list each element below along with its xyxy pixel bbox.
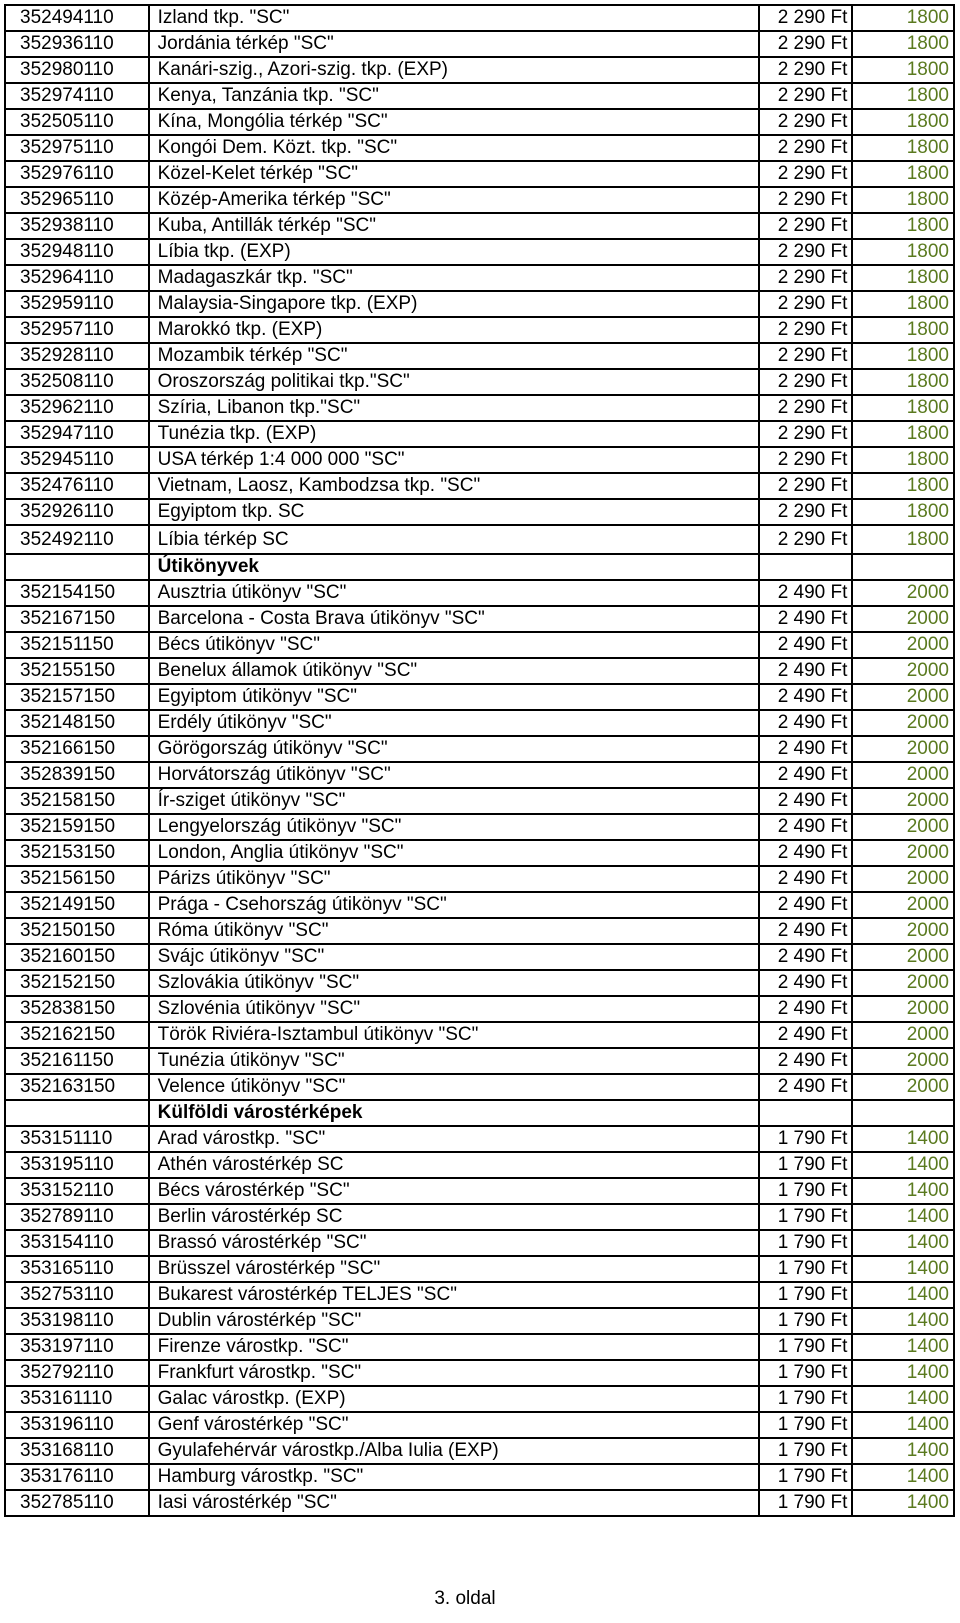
product-code-cell: 353196110 — [5, 1412, 149, 1438]
table-row — [5, 83, 954, 109]
price-cell: 2 490 Ft — [759, 892, 852, 918]
product-name-cell: Brassó várostérkép "SC" — [149, 1230, 759, 1256]
table-row — [5, 421, 954, 447]
product-code-cell: 353161110 — [5, 1386, 149, 1412]
heading-price-cell — [759, 1100, 852, 1126]
value-cell: 1400 — [852, 1308, 954, 1334]
product-code-cell: 352980110 — [5, 57, 149, 83]
product-name-cell: Bécs útikönyv "SC" — [149, 632, 759, 658]
table-row — [5, 213, 954, 239]
section-heading: Útikönyvek — [149, 554, 759, 580]
table-row — [5, 239, 954, 265]
value-cell: 1800 — [852, 161, 954, 187]
table-row — [5, 1230, 954, 1256]
product-code-cell: 352166150 — [5, 736, 149, 762]
product-name-cell: USA térkép 1:4 000 000 "SC" — [149, 447, 759, 473]
value-cell: 1400 — [852, 1360, 954, 1386]
product-code-cell: 352157150 — [5, 684, 149, 710]
table-row — [5, 5, 954, 31]
product-name-cell: Frankfurt várostkp. "SC" — [149, 1360, 759, 1386]
product-code-cell: 352154150 — [5, 580, 149, 606]
product-code-cell: 352508110 — [5, 369, 149, 395]
price-cell: 2 490 Ft — [759, 1048, 852, 1074]
product-name-cell: Prága - Csehország útikönyv "SC" — [149, 892, 759, 918]
product-name-cell: London, Anglia útikönyv "SC" — [149, 840, 759, 866]
value-cell: 1400 — [852, 1256, 954, 1282]
price-cell: 2 290 Ft — [759, 369, 852, 395]
product-name-cell: Kuba, Antillák térkép "SC" — [149, 213, 759, 239]
price-cell: 1 790 Ft — [759, 1178, 852, 1204]
product-name-cell: Iasi várostérkép "SC" — [149, 1490, 759, 1516]
page-number-label: 3. oldal — [434, 1588, 496, 1609]
price-cell: 2 290 Ft — [759, 421, 852, 447]
price-cell: 2 290 Ft — [759, 135, 852, 161]
product-name-cell: Közel-Kelet térkép "SC" — [149, 161, 759, 187]
price-cell: 2 290 Ft — [759, 317, 852, 343]
value-cell: 1800 — [852, 317, 954, 343]
table-row — [5, 1438, 954, 1464]
table-row — [5, 866, 954, 892]
product-name-cell: Barcelona - Costa Brava útikönyv "SC" — [149, 606, 759, 632]
product-name-cell: Líbia térkép SC — [149, 525, 759, 554]
product-name-cell: Kenya, Tanzánia tkp. "SC" — [149, 83, 759, 109]
product-code-cell: 352838150 — [5, 996, 149, 1022]
product-name-cell: Dublin várostérkép "SC" — [149, 1308, 759, 1334]
price-list-body — [5, 5, 954, 1516]
product-code-cell: 352945110 — [5, 447, 149, 473]
product-name-cell: Mozambik térkép "SC" — [149, 343, 759, 369]
product-code-cell: 352938110 — [5, 213, 149, 239]
product-code-cell: 352974110 — [5, 83, 149, 109]
value-cell: 1400 — [852, 1230, 954, 1256]
value-cell: 1800 — [852, 265, 954, 291]
product-name-cell: Egyiptom tkp. SC — [149, 499, 759, 525]
product-name-cell: Vietnam, Laosz, Kambodzsa tkp. "SC" — [149, 473, 759, 499]
price-cell: 2 290 Ft — [759, 57, 852, 83]
value-cell: 1400 — [852, 1152, 954, 1178]
table-row — [5, 580, 954, 606]
product-name-cell: Bukarest várostérkép TELJES "SC" — [149, 1282, 759, 1308]
product-name-cell: Egyiptom útikönyv "SC" — [149, 684, 759, 710]
table-row — [5, 944, 954, 970]
price-cell: 2 490 Ft — [759, 606, 852, 632]
product-code-cell: 352152150 — [5, 970, 149, 996]
table-row — [5, 265, 954, 291]
table-row — [5, 369, 954, 395]
price-cell: 1 790 Ft — [759, 1204, 852, 1230]
product-code-cell: 352155150 — [5, 658, 149, 684]
value-cell: 1800 — [852, 473, 954, 499]
price-cell: 1 790 Ft — [759, 1230, 852, 1256]
product-code-cell: 353152110 — [5, 1178, 149, 1204]
table-row — [5, 1334, 954, 1360]
value-cell: 1400 — [852, 1178, 954, 1204]
table-row — [5, 606, 954, 632]
value-cell: 1400 — [852, 1386, 954, 1412]
product-code-cell: 352753110 — [5, 1282, 149, 1308]
value-cell: 2000 — [852, 658, 954, 684]
value-cell: 1800 — [852, 213, 954, 239]
price-cell: 2 490 Ft — [759, 996, 852, 1022]
product-code-cell: 352785110 — [5, 1490, 149, 1516]
product-name-cell: Marokkó tkp. (EXP) — [149, 317, 759, 343]
price-list-table — [4, 4, 955, 1517]
product-name-cell: Jordánia térkép "SC" — [149, 31, 759, 57]
product-name-cell: Firenze várostkp. "SC" — [149, 1334, 759, 1360]
product-name-cell: Lengyelország útikönyv "SC" — [149, 814, 759, 840]
table-row — [5, 1126, 954, 1152]
value-cell: 1400 — [852, 1464, 954, 1490]
table-row — [5, 1204, 954, 1230]
product-code-cell: 352149150 — [5, 892, 149, 918]
price-cell: 2 290 Ft — [759, 213, 852, 239]
price-cell: 1 790 Ft — [759, 1308, 852, 1334]
value-cell: 1800 — [852, 499, 954, 525]
price-cell: 1 790 Ft — [759, 1464, 852, 1490]
table-row — [5, 1048, 954, 1074]
product-name-cell: Kína, Mongólia térkép "SC" — [149, 109, 759, 135]
price-cell: 2 490 Ft — [759, 762, 852, 788]
table-row — [5, 317, 954, 343]
heading-code-cell — [5, 1100, 149, 1126]
table-row — [5, 499, 954, 525]
value-cell: 2000 — [852, 1074, 954, 1100]
price-cell: 2 290 Ft — [759, 239, 852, 265]
price-cell: 1 790 Ft — [759, 1282, 852, 1308]
value-cell: 1800 — [852, 525, 954, 554]
product-name-cell: Gyulafehérvár várostkp./Alba Iulia (EXP) — [149, 1438, 759, 1464]
value-cell: 2000 — [852, 736, 954, 762]
product-code-cell: 352492110 — [5, 525, 149, 554]
product-name-cell: Madagaszkár tkp. "SC" — [149, 265, 759, 291]
value-cell: 1400 — [852, 1438, 954, 1464]
value-cell: 1400 — [852, 1412, 954, 1438]
product-code-cell: 353165110 — [5, 1256, 149, 1282]
table-row — [5, 1256, 954, 1282]
product-code-cell: 352151150 — [5, 632, 149, 658]
price-cell: 2 290 Ft — [759, 473, 852, 499]
table-row — [5, 343, 954, 369]
product-name-cell: Török Riviéra-Isztambul útikönyv "SC" — [149, 1022, 759, 1048]
product-code-cell: 352158150 — [5, 788, 149, 814]
table-row — [5, 31, 954, 57]
table-row — [5, 658, 954, 684]
product-code-cell: 352156150 — [5, 866, 149, 892]
value-cell: 1400 — [852, 1334, 954, 1360]
product-code-cell: 352936110 — [5, 31, 149, 57]
value-cell: 2000 — [852, 684, 954, 710]
value-cell: 1400 — [852, 1126, 954, 1152]
product-name-cell: Athén várostérkép SC — [149, 1152, 759, 1178]
table-row — [5, 109, 954, 135]
table-row — [5, 135, 954, 161]
table-row — [5, 447, 954, 473]
product-code-cell: 352792110 — [5, 1360, 149, 1386]
price-cell: 2 290 Ft — [759, 447, 852, 473]
price-cell: 2 290 Ft — [759, 395, 852, 421]
value-cell: 2000 — [852, 1048, 954, 1074]
table-row — [5, 1360, 954, 1386]
product-name-cell: Bécs várostérkép "SC" — [149, 1178, 759, 1204]
table-row — [5, 632, 954, 658]
table-row — [5, 395, 954, 421]
price-cell: 2 290 Ft — [759, 525, 852, 554]
product-code-cell: 352160150 — [5, 944, 149, 970]
table-row — [5, 840, 954, 866]
value-cell: 1800 — [852, 421, 954, 447]
price-cell: 2 290 Ft — [759, 161, 852, 187]
product-code-cell: 352957110 — [5, 317, 149, 343]
product-code-cell: 352965110 — [5, 187, 149, 213]
product-code-cell: 353151110 — [5, 1126, 149, 1152]
product-name-cell: Tunézia útikönyv "SC" — [149, 1048, 759, 1074]
product-name-cell: Szíria, Libanon tkp."SC" — [149, 395, 759, 421]
product-code-cell: 352163150 — [5, 1074, 149, 1100]
value-cell: 1800 — [852, 109, 954, 135]
price-cell: 2 490 Ft — [759, 918, 852, 944]
product-code-cell: 352839150 — [5, 762, 149, 788]
price-cell: 2 290 Ft — [759, 187, 852, 213]
table-row — [5, 736, 954, 762]
value-cell: 2000 — [852, 892, 954, 918]
price-cell: 1 790 Ft — [759, 1490, 852, 1516]
price-cell: 2 490 Ft — [759, 632, 852, 658]
value-cell: 1800 — [852, 57, 954, 83]
price-cell: 2 290 Ft — [759, 499, 852, 525]
product-name-cell: Horvátország útikönyv "SC" — [149, 762, 759, 788]
product-code-cell: 353176110 — [5, 1464, 149, 1490]
value-cell: 1400 — [852, 1490, 954, 1516]
table-row — [5, 1386, 954, 1412]
table-row — [5, 291, 954, 317]
table-row — [5, 814, 954, 840]
page-footer — [0, 1588, 960, 1610]
price-cell: 1 790 Ft — [759, 1386, 852, 1412]
product-name-cell: Görögország útikönyv "SC" — [149, 736, 759, 762]
value-cell: 1800 — [852, 187, 954, 213]
value-cell: 2000 — [852, 814, 954, 840]
product-code-cell: 352928110 — [5, 343, 149, 369]
value-cell: 2000 — [852, 762, 954, 788]
table-row — [5, 892, 954, 918]
table-row — [5, 1282, 954, 1308]
product-code-cell: 352161150 — [5, 1048, 149, 1074]
price-cell: 2 490 Ft — [759, 736, 852, 762]
price-cell: 2 490 Ft — [759, 788, 852, 814]
value-cell: 2000 — [852, 996, 954, 1022]
product-name-cell: Brüsszel várostérkép "SC" — [149, 1256, 759, 1282]
value-cell: 2000 — [852, 710, 954, 736]
price-cell: 1 790 Ft — [759, 1412, 852, 1438]
product-code-cell: 352476110 — [5, 473, 149, 499]
value-cell: 2000 — [852, 970, 954, 996]
price-cell: 2 490 Ft — [759, 580, 852, 606]
table-row — [5, 473, 954, 499]
heading-price-cell — [759, 554, 852, 580]
value-cell: 1800 — [852, 369, 954, 395]
value-cell: 2000 — [852, 1022, 954, 1048]
heading-code-cell — [5, 554, 149, 580]
product-name-cell: Kongói Dem. Közt. tkp. "SC" — [149, 135, 759, 161]
price-cell: 2 490 Ft — [759, 944, 852, 970]
price-cell: 2 490 Ft — [759, 1022, 852, 1048]
product-name-cell: Ír-sziget útikönyv "SC" — [149, 788, 759, 814]
product-code-cell: 352926110 — [5, 499, 149, 525]
price-cell: 2 290 Ft — [759, 83, 852, 109]
product-name-cell: Róma útikönyv "SC" — [149, 918, 759, 944]
table-row — [5, 1490, 954, 1516]
value-cell: 1400 — [852, 1204, 954, 1230]
table-row — [5, 187, 954, 213]
product-name-cell: Benelux államok útikönyv "SC" — [149, 658, 759, 684]
table-row — [5, 996, 954, 1022]
value-cell: 2000 — [852, 866, 954, 892]
price-cell: 1 790 Ft — [759, 1438, 852, 1464]
product-name-cell: Galac várostkp. (EXP) — [149, 1386, 759, 1412]
product-code-cell: 352962110 — [5, 395, 149, 421]
table-row — [5, 710, 954, 736]
value-cell: 1800 — [852, 395, 954, 421]
value-cell: 1800 — [852, 5, 954, 31]
value-cell: 2000 — [852, 840, 954, 866]
price-cell: 2 290 Ft — [759, 291, 852, 317]
product-code-cell: 352162150 — [5, 1022, 149, 1048]
table-row — [5, 525, 954, 554]
price-cell: 2 490 Ft — [759, 814, 852, 840]
value-cell: 2000 — [852, 788, 954, 814]
value-cell: 1800 — [852, 343, 954, 369]
product-name-cell: Kanári-szig., Azori-szig. tkp. (EXP) — [149, 57, 759, 83]
value-cell: 1800 — [852, 83, 954, 109]
product-name-cell: Genf várostérkép "SC" — [149, 1412, 759, 1438]
table-row — [5, 161, 954, 187]
product-name-cell: Tunézia tkp. (EXP) — [149, 421, 759, 447]
value-cell: 1800 — [852, 291, 954, 317]
table-row — [5, 918, 954, 944]
product-name-cell: Líbia tkp. (EXP) — [149, 239, 759, 265]
table-row — [5, 970, 954, 996]
value-cell: 2000 — [852, 944, 954, 970]
product-code-cell: 352159150 — [5, 814, 149, 840]
product-name-cell: Velence útikönyv "SC" — [149, 1074, 759, 1100]
price-cell: 1 790 Ft — [759, 1152, 852, 1178]
price-cell: 2 490 Ft — [759, 658, 852, 684]
value-cell: 2000 — [852, 606, 954, 632]
section-heading: Külföldi várostérképek — [149, 1100, 759, 1126]
product-name-cell: Szlovénia útikönyv "SC" — [149, 996, 759, 1022]
table-row — [5, 1022, 954, 1048]
product-code-cell: 353168110 — [5, 1438, 149, 1464]
product-name-cell: Arad várostkp. "SC" — [149, 1126, 759, 1152]
price-cell: 2 490 Ft — [759, 970, 852, 996]
product-name-cell: Ausztria útikönyv "SC" — [149, 580, 759, 606]
product-code-cell: 352494110 — [5, 5, 149, 31]
product-code-cell: 353195110 — [5, 1152, 149, 1178]
table-row — [5, 684, 954, 710]
product-code-cell: 352976110 — [5, 161, 149, 187]
product-name-cell: Erdély útikönyv "SC" — [149, 710, 759, 736]
product-code-cell: 352947110 — [5, 421, 149, 447]
value-cell: 1400 — [852, 1282, 954, 1308]
value-cell: 1800 — [852, 239, 954, 265]
table-row — [5, 788, 954, 814]
price-cell: 1 790 Ft — [759, 1126, 852, 1152]
product-name-cell: Hamburg várostkp. "SC" — [149, 1464, 759, 1490]
product-name-cell: Berlin várostérkép SC — [149, 1204, 759, 1230]
product-code-cell: 353197110 — [5, 1334, 149, 1360]
table-row — [5, 1464, 954, 1490]
price-cell: 2 490 Ft — [759, 1074, 852, 1100]
table-row — [5, 1152, 954, 1178]
price-cell: 2 290 Ft — [759, 265, 852, 291]
price-cell: 2 490 Ft — [759, 840, 852, 866]
section-heading-row — [5, 1100, 954, 1126]
price-cell: 2 290 Ft — [759, 5, 852, 31]
price-cell: 2 290 Ft — [759, 31, 852, 57]
product-name-cell: Közép-Amerika térkép "SC" — [149, 187, 759, 213]
table-row — [5, 1308, 954, 1334]
product-name-cell: Szlovákia útikönyv "SC" — [149, 970, 759, 996]
value-cell: 1800 — [852, 135, 954, 161]
section-heading-row — [5, 554, 954, 580]
price-cell: 2 490 Ft — [759, 684, 852, 710]
product-name-cell: Malaysia-Singapore tkp. (EXP) — [149, 291, 759, 317]
product-code-cell: 352148150 — [5, 710, 149, 736]
value-cell: 2000 — [852, 580, 954, 606]
product-name-cell: Oroszország politikai tkp."SC" — [149, 369, 759, 395]
heading-value-cell — [852, 554, 954, 580]
product-code-cell: 352150150 — [5, 918, 149, 944]
product-code-cell: 352505110 — [5, 109, 149, 135]
value-cell: 2000 — [852, 918, 954, 944]
price-cell: 2 290 Ft — [759, 109, 852, 135]
table-row — [5, 57, 954, 83]
price-cell: 1 790 Ft — [759, 1334, 852, 1360]
product-code-cell: 352167150 — [5, 606, 149, 632]
product-name-cell: Svájc útikönyv "SC" — [149, 944, 759, 970]
value-cell: 1800 — [852, 31, 954, 57]
product-code-cell: 352153150 — [5, 840, 149, 866]
product-code-cell: 352975110 — [5, 135, 149, 161]
value-cell: 2000 — [852, 632, 954, 658]
product-code-cell: 353154110 — [5, 1230, 149, 1256]
product-name-cell: Párizs útikönyv "SC" — [149, 866, 759, 892]
product-code-cell: 352964110 — [5, 265, 149, 291]
price-cell: 2 290 Ft — [759, 343, 852, 369]
product-name-cell: Izland tkp. "SC" — [149, 5, 759, 31]
product-code-cell: 352959110 — [5, 291, 149, 317]
heading-value-cell — [852, 1100, 954, 1126]
value-cell: 1800 — [852, 447, 954, 473]
product-code-cell: 352948110 — [5, 239, 149, 265]
price-cell: 1 790 Ft — [759, 1360, 852, 1386]
table-row — [5, 1178, 954, 1204]
price-cell: 2 490 Ft — [759, 866, 852, 892]
price-cell: 2 490 Ft — [759, 710, 852, 736]
table-row — [5, 762, 954, 788]
product-code-cell: 352789110 — [5, 1204, 149, 1230]
price-cell: 1 790 Ft — [759, 1256, 852, 1282]
table-row — [5, 1412, 954, 1438]
product-code-cell: 353198110 — [5, 1308, 149, 1334]
table-row — [5, 1074, 954, 1100]
